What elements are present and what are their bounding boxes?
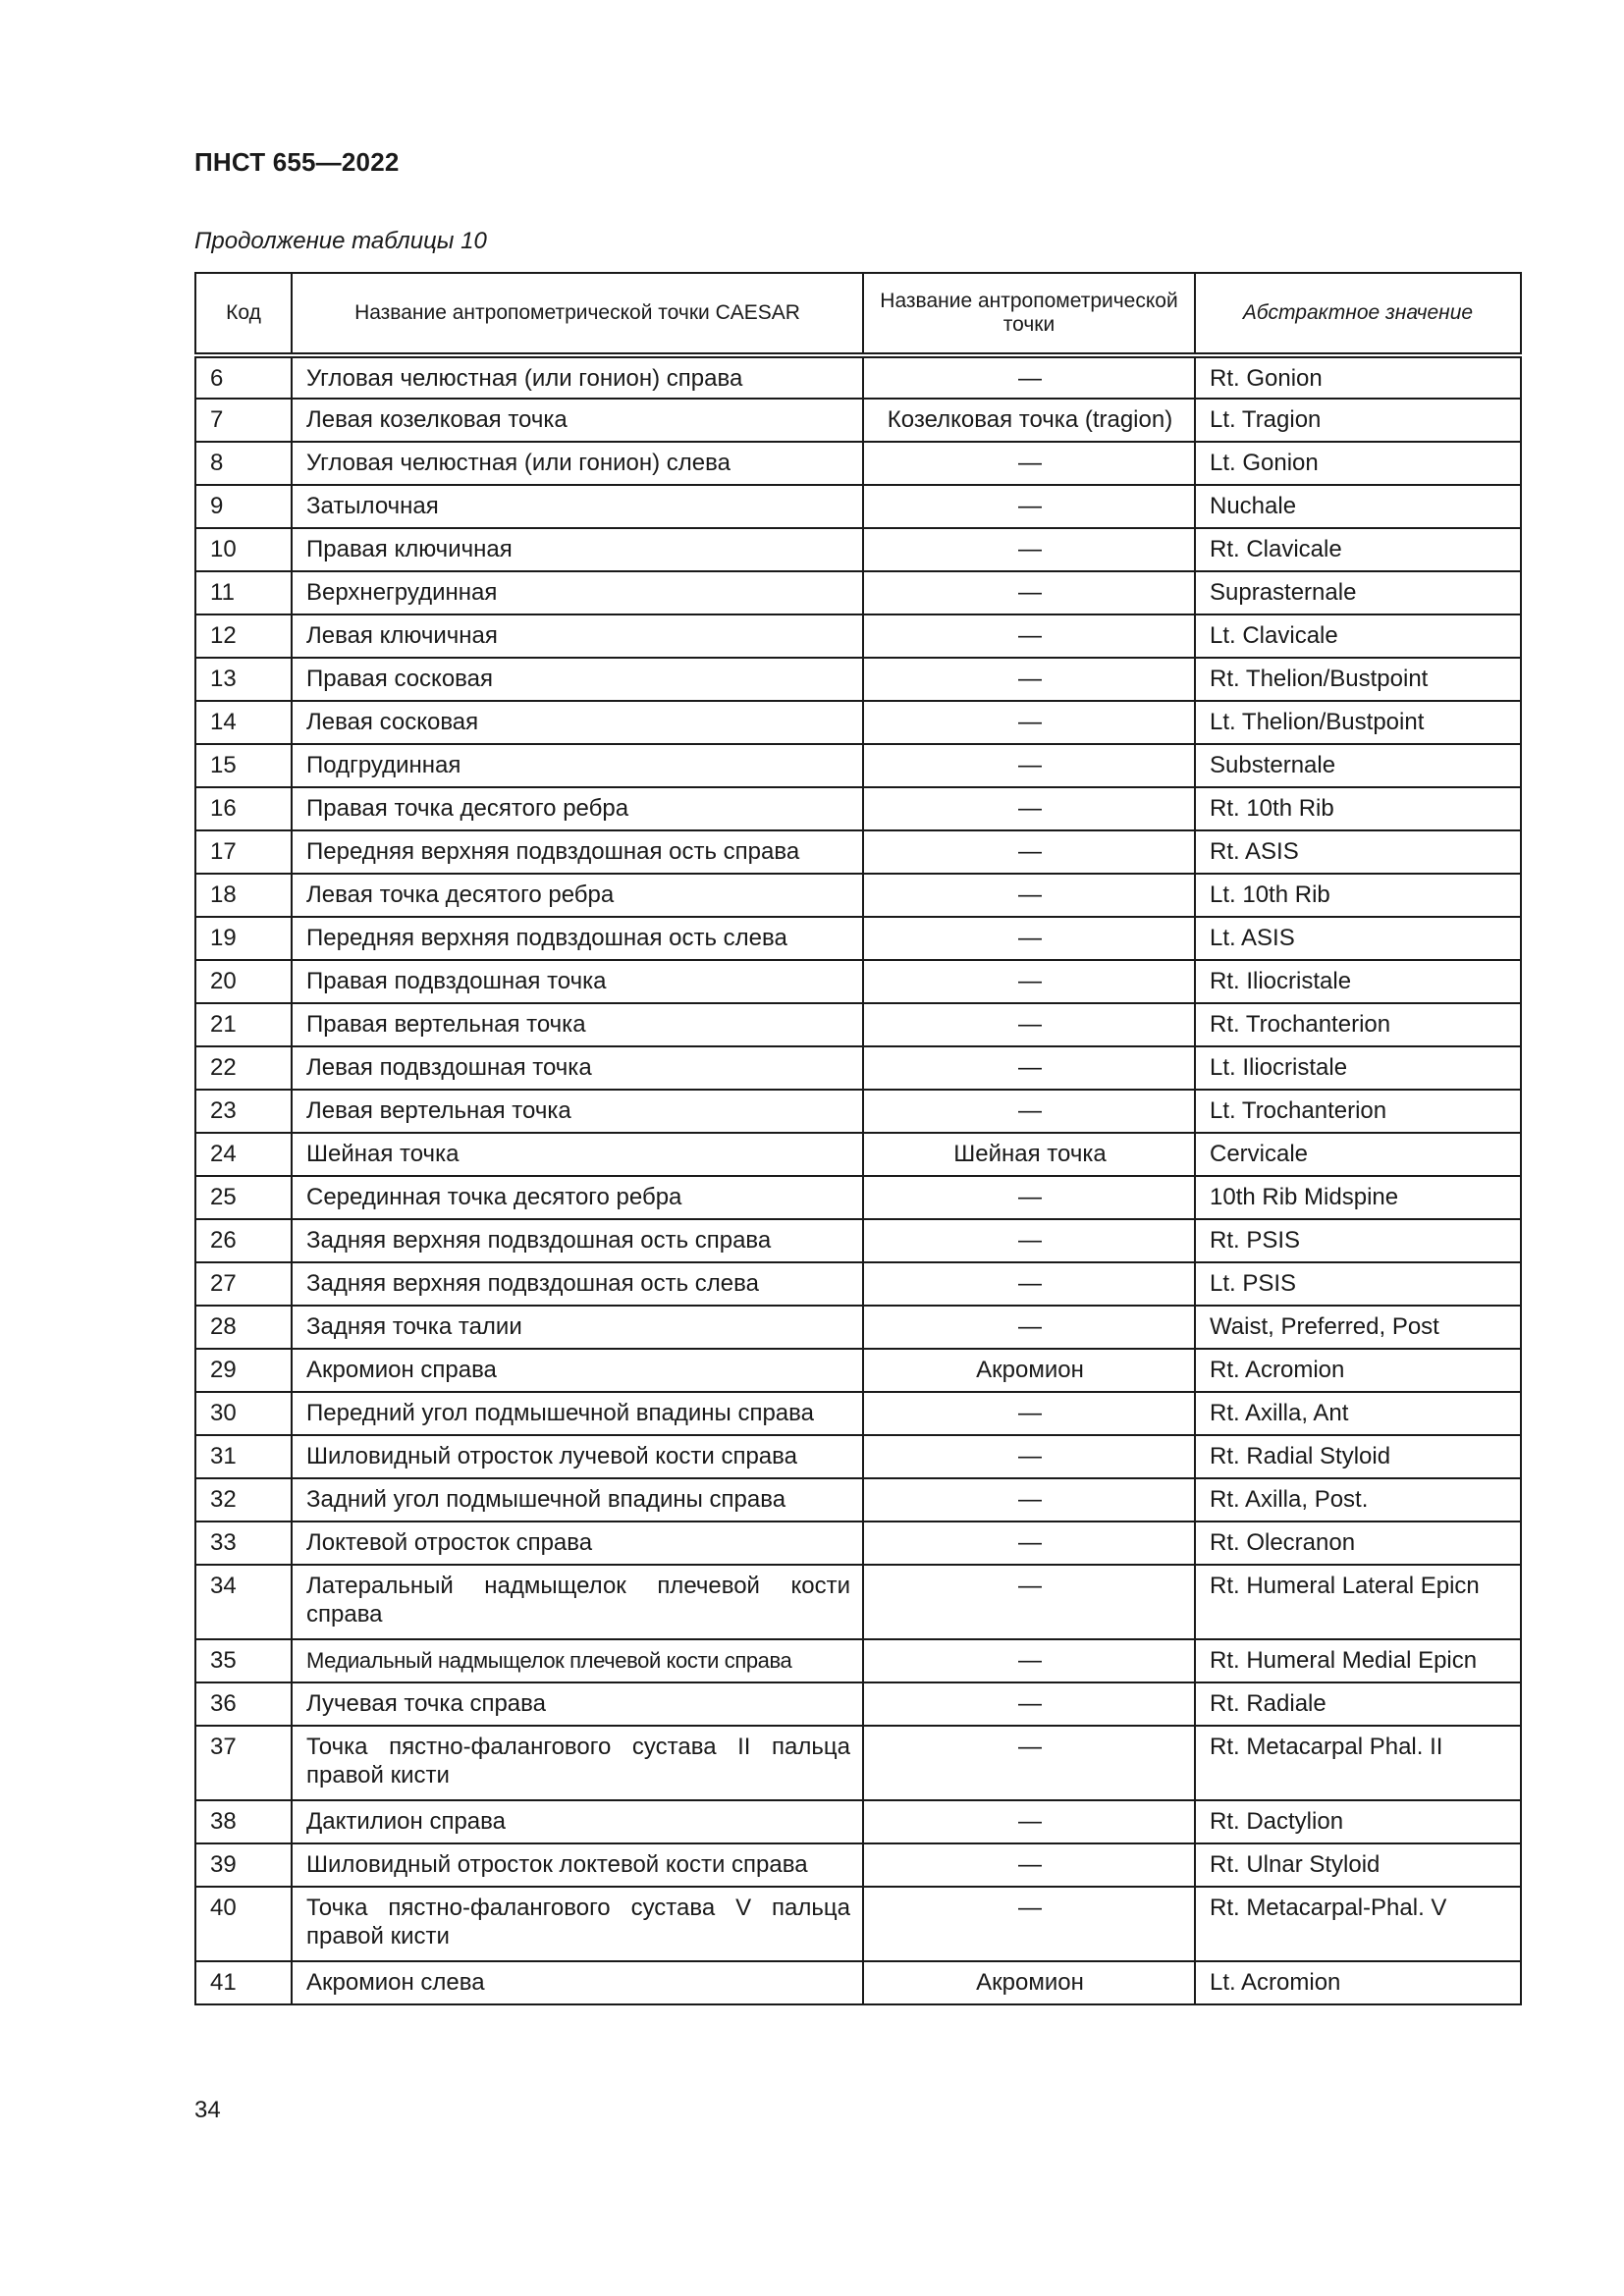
cell-code: 40	[195, 1887, 292, 1961]
cell-caesar-name: Левая ключичная	[292, 614, 863, 658]
cell-name: —	[863, 1843, 1195, 1887]
cell-code: 33	[195, 1522, 292, 1565]
cell-caesar-name: Акромион справа	[292, 1349, 863, 1392]
table-row	[195, 1639, 1521, 1682]
cell-code: 41	[195, 1961, 292, 2004]
cell-code: 29	[195, 1349, 292, 1392]
cell-code: 34	[195, 1565, 292, 1639]
cell-code: 35	[195, 1639, 292, 1682]
cell-caesar-name: Локтевой отросток справа	[292, 1522, 863, 1565]
cell-name: —	[863, 1639, 1195, 1682]
table-row	[195, 960, 1521, 1003]
cell-code: 26	[195, 1219, 292, 1262]
table-row	[195, 399, 1521, 442]
cell-abstract: Rt. Trochanterion	[1195, 1003, 1521, 1046]
cell-code: 15	[195, 744, 292, 787]
table-row	[195, 1176, 1521, 1219]
cell-code: 8	[195, 442, 292, 485]
cell-name: —	[863, 1176, 1195, 1219]
table-row	[195, 744, 1521, 787]
cell-caesar-name: Точка пястно-фалангового сустава II пальца правой кисти	[292, 1726, 863, 1800]
table-row	[195, 874, 1521, 917]
cell-name: —	[863, 960, 1195, 1003]
header-abstract: Абстрактное значение	[1195, 273, 1521, 355]
cell-name: —	[863, 442, 1195, 485]
cell-caesar-name: Правая подвздошная точка	[292, 960, 863, 1003]
table-row	[195, 528, 1521, 571]
cell-caesar-name: Дактилион справа	[292, 1800, 863, 1843]
cell-caesar-name: Задний угол подмышечной впадины справа	[292, 1478, 863, 1522]
cell-abstract: Rt. Dactylion	[1195, 1800, 1521, 1843]
cell-abstract: Rt. Metacarpal-Phal. V	[1195, 1887, 1521, 1961]
table-row	[195, 1887, 1521, 1961]
cell-abstract: Lt. Iliocristale	[1195, 1046, 1521, 1090]
cell-code: 38	[195, 1800, 292, 1843]
table-row	[195, 1003, 1521, 1046]
cell-caesar-name: Задняя верхняя подвздошная ость слева	[292, 1262, 863, 1306]
cell-abstract: 10th Rib Midspine	[1195, 1176, 1521, 1219]
cell-name: —	[863, 528, 1195, 571]
cell-abstract: Substernale	[1195, 744, 1521, 787]
table-caption: Продолжение таблицы 10	[194, 228, 487, 254]
cell-name: —	[863, 1800, 1195, 1843]
cell-caesar-name: Шиловидный отросток лучевой кости справа	[292, 1435, 863, 1478]
cell-caesar-name: Левая вертельная точка	[292, 1090, 863, 1133]
cell-code: 22	[195, 1046, 292, 1090]
cell-caesar-name: Серединная точка десятого ребра	[292, 1176, 863, 1219]
cell-name: —	[863, 701, 1195, 744]
cell-caesar-name: Латеральный надмыщелок плечевой кости справа	[292, 1565, 863, 1639]
document-code: ПНСТ 655—2022	[194, 147, 400, 177]
cell-name: Шейная точка	[863, 1133, 1195, 1176]
table-row	[195, 1843, 1521, 1887]
cell-abstract: Lt. Clavicale	[1195, 614, 1521, 658]
cell-name: —	[863, 571, 1195, 614]
cell-abstract: Lt. Gonion	[1195, 442, 1521, 485]
cell-caesar-name: Шейная точка	[292, 1133, 863, 1176]
cell-caesar-name: Передняя верхняя подвздошная ость справа	[292, 830, 863, 874]
cell-caesar-name: Левая сосковая	[292, 701, 863, 744]
table-row	[195, 614, 1521, 658]
cell-abstract: Lt. Tragion	[1195, 399, 1521, 442]
table-row	[195, 1478, 1521, 1522]
cell-name: —	[863, 1565, 1195, 1639]
cell-caesar-name: Передняя верхняя подвздошная ость слева	[292, 917, 863, 960]
table-row	[195, 1133, 1521, 1176]
table-row	[195, 1800, 1521, 1843]
cell-caesar-name: Правая точка десятого ребра	[292, 787, 863, 830]
cell-code: 30	[195, 1392, 292, 1435]
cell-caesar-name: Левая подвздошная точка	[292, 1046, 863, 1090]
cell-code: 10	[195, 528, 292, 571]
cell-code: 16	[195, 787, 292, 830]
cell-code: 32	[195, 1478, 292, 1522]
cell-abstract: Lt. Thelion/Bustpoint	[1195, 701, 1521, 744]
cell-name: —	[863, 1726, 1195, 1800]
cell-abstract: Rt. Humeral Medial Epicn	[1195, 1639, 1521, 1682]
cell-name: —	[863, 1392, 1195, 1435]
cell-caesar-name: Лучевая точка справа	[292, 1682, 863, 1726]
table-row	[195, 1262, 1521, 1306]
cell-caesar-name: Правая ключичная	[292, 528, 863, 571]
cell-code: 20	[195, 960, 292, 1003]
cell-code: 13	[195, 658, 292, 701]
table-row	[195, 1306, 1521, 1349]
cell-name: —	[863, 917, 1195, 960]
cell-abstract: Rt. Ulnar Styloid	[1195, 1843, 1521, 1887]
cell-caesar-name: Правая сосковая	[292, 658, 863, 701]
cell-code: 25	[195, 1176, 292, 1219]
table-row	[195, 1726, 1521, 1800]
table-row	[195, 1392, 1521, 1435]
cell-caesar-name: Акромион слева	[292, 1961, 863, 2004]
cell-abstract: Rt. Olecranon	[1195, 1522, 1521, 1565]
table-row	[195, 1349, 1521, 1392]
cell-abstract: Rt. Humeral Lateral Epicn	[1195, 1565, 1521, 1639]
header-code: Код	[195, 273, 292, 355]
cell-abstract: Rt. Axilla, Ant	[1195, 1392, 1521, 1435]
table-row	[195, 658, 1521, 701]
cell-abstract: Lt. ASIS	[1195, 917, 1521, 960]
cell-code: 17	[195, 830, 292, 874]
page-number: 34	[194, 2097, 221, 2123]
header-caesar-name: Название антропометрической точки CAESAR	[292, 273, 863, 355]
cell-name: —	[863, 830, 1195, 874]
cell-caesar-name: Передний угол подмышечной впадины справа	[292, 1392, 863, 1435]
cell-caesar-name: Верхнегрудинная	[292, 571, 863, 614]
cell-caesar-name: Левая точка десятого ребра	[292, 874, 863, 917]
cell-name: Акромион	[863, 1961, 1195, 2004]
cell-name: —	[863, 1306, 1195, 1349]
table-row	[195, 701, 1521, 744]
cell-code: 36	[195, 1682, 292, 1726]
cell-caesar-name: Задняя точка талии	[292, 1306, 863, 1349]
table-row	[195, 1219, 1521, 1262]
cell-name: —	[863, 1435, 1195, 1478]
cell-name: —	[863, 1219, 1195, 1262]
cell-name: —	[863, 1478, 1195, 1522]
cell-name: —	[863, 1003, 1195, 1046]
table-row	[195, 1435, 1521, 1478]
table-row	[195, 442, 1521, 485]
cell-name: —	[863, 355, 1195, 399]
cell-abstract: Rt. Acromion	[1195, 1349, 1521, 1392]
cell-abstract: Lt. 10th Rib	[1195, 874, 1521, 917]
table-row	[195, 1961, 1521, 2004]
cell-name: —	[863, 787, 1195, 830]
cell-code: 7	[195, 399, 292, 442]
table-row	[195, 917, 1521, 960]
cell-abstract: Waist, Preferred, Post	[1195, 1306, 1521, 1349]
table-body	[195, 355, 1521, 2004]
cell-abstract: Rt. Clavicale	[1195, 528, 1521, 571]
cell-name: —	[863, 1522, 1195, 1565]
table-row	[195, 1090, 1521, 1133]
table-row	[195, 1522, 1521, 1565]
cell-abstract: Rt. Metacarpal Phal. II	[1195, 1726, 1521, 1800]
cell-abstract: Rt. ASIS	[1195, 830, 1521, 874]
cell-name: —	[863, 1682, 1195, 1726]
cell-abstract: Rt. PSIS	[1195, 1219, 1521, 1262]
cell-caesar-name: Медиальный надмыщелок плечевой кости справа	[292, 1639, 863, 1682]
cell-name: —	[863, 1262, 1195, 1306]
table-header	[195, 273, 1521, 355]
cell-code: 24	[195, 1133, 292, 1176]
cell-abstract: Lt. PSIS	[1195, 1262, 1521, 1306]
cell-name: —	[863, 485, 1195, 528]
cell-code: 37	[195, 1726, 292, 1800]
cell-caesar-name: Подгрудинная	[292, 744, 863, 787]
cell-code: 21	[195, 1003, 292, 1046]
cell-code: 12	[195, 614, 292, 658]
cell-abstract: Rt. Radial Styloid	[1195, 1435, 1521, 1478]
cell-caesar-name: Левая козелковая точка	[292, 399, 863, 442]
cell-code: 9	[195, 485, 292, 528]
cell-abstract: Rt. Gonion	[1195, 355, 1521, 399]
cell-caesar-name: Шиловидный отросток локтевой кости справа	[292, 1843, 863, 1887]
cell-caesar-name: Задняя верхняя подвздошная ость справа	[292, 1219, 863, 1262]
cell-caesar-name: Точка пястно-фалангового сустава V пальца правой кисти	[292, 1887, 863, 1961]
cell-abstract: Rt. 10th Rib	[1195, 787, 1521, 830]
cell-abstract: Lt. Trochanterion	[1195, 1090, 1521, 1133]
cell-abstract: Cervicale	[1195, 1133, 1521, 1176]
table-row	[195, 571, 1521, 614]
cell-name: —	[863, 614, 1195, 658]
table-header-row	[195, 273, 1521, 355]
cell-name: —	[863, 1046, 1195, 1090]
cell-abstract: Nuchale	[1195, 485, 1521, 528]
cell-caesar-name: Угловая челюстная (или гонион) слева	[292, 442, 863, 485]
cell-abstract: Rt. Thelion/Bustpoint	[1195, 658, 1521, 701]
table-row	[195, 830, 1521, 874]
cell-abstract: Rt. Radiale	[1195, 1682, 1521, 1726]
table-row	[195, 1046, 1521, 1090]
table-row	[195, 1682, 1521, 1726]
cell-name: —	[863, 744, 1195, 787]
table-row	[195, 355, 1521, 399]
cell-caesar-name: Угловая челюстная (или гонион) справа	[292, 355, 863, 399]
cell-code: 39	[195, 1843, 292, 1887]
cell-code: 19	[195, 917, 292, 960]
cell-name: —	[863, 658, 1195, 701]
cell-name: Акромион	[863, 1349, 1195, 1392]
cell-abstract: Rt. Iliocristale	[1195, 960, 1521, 1003]
cell-caesar-name: Затылочная	[292, 485, 863, 528]
cell-code: 23	[195, 1090, 292, 1133]
cell-abstract: Rt. Axilla, Post.	[1195, 1478, 1521, 1522]
cell-name: Козелковая точка (tragion)	[863, 399, 1195, 442]
cell-code: 27	[195, 1262, 292, 1306]
cell-name: —	[863, 1090, 1195, 1133]
cell-code: 28	[195, 1306, 292, 1349]
cell-caesar-name: Правая вертельная точка	[292, 1003, 863, 1046]
table-row	[195, 787, 1521, 830]
table-row	[195, 1565, 1521, 1639]
cell-code: 14	[195, 701, 292, 744]
cell-name: —	[863, 1887, 1195, 1961]
header-name: Название антропометрической точки	[863, 273, 1195, 355]
cell-abstract: Lt. Acromion	[1195, 1961, 1521, 2004]
cell-name: —	[863, 874, 1195, 917]
cell-code: 31	[195, 1435, 292, 1478]
cell-code: 11	[195, 571, 292, 614]
cell-code: 6	[195, 355, 292, 399]
cell-abstract: Suprasternale	[1195, 571, 1521, 614]
table-row	[195, 485, 1521, 528]
anthropometric-points-table	[194, 272, 1522, 2005]
cell-code: 18	[195, 874, 292, 917]
